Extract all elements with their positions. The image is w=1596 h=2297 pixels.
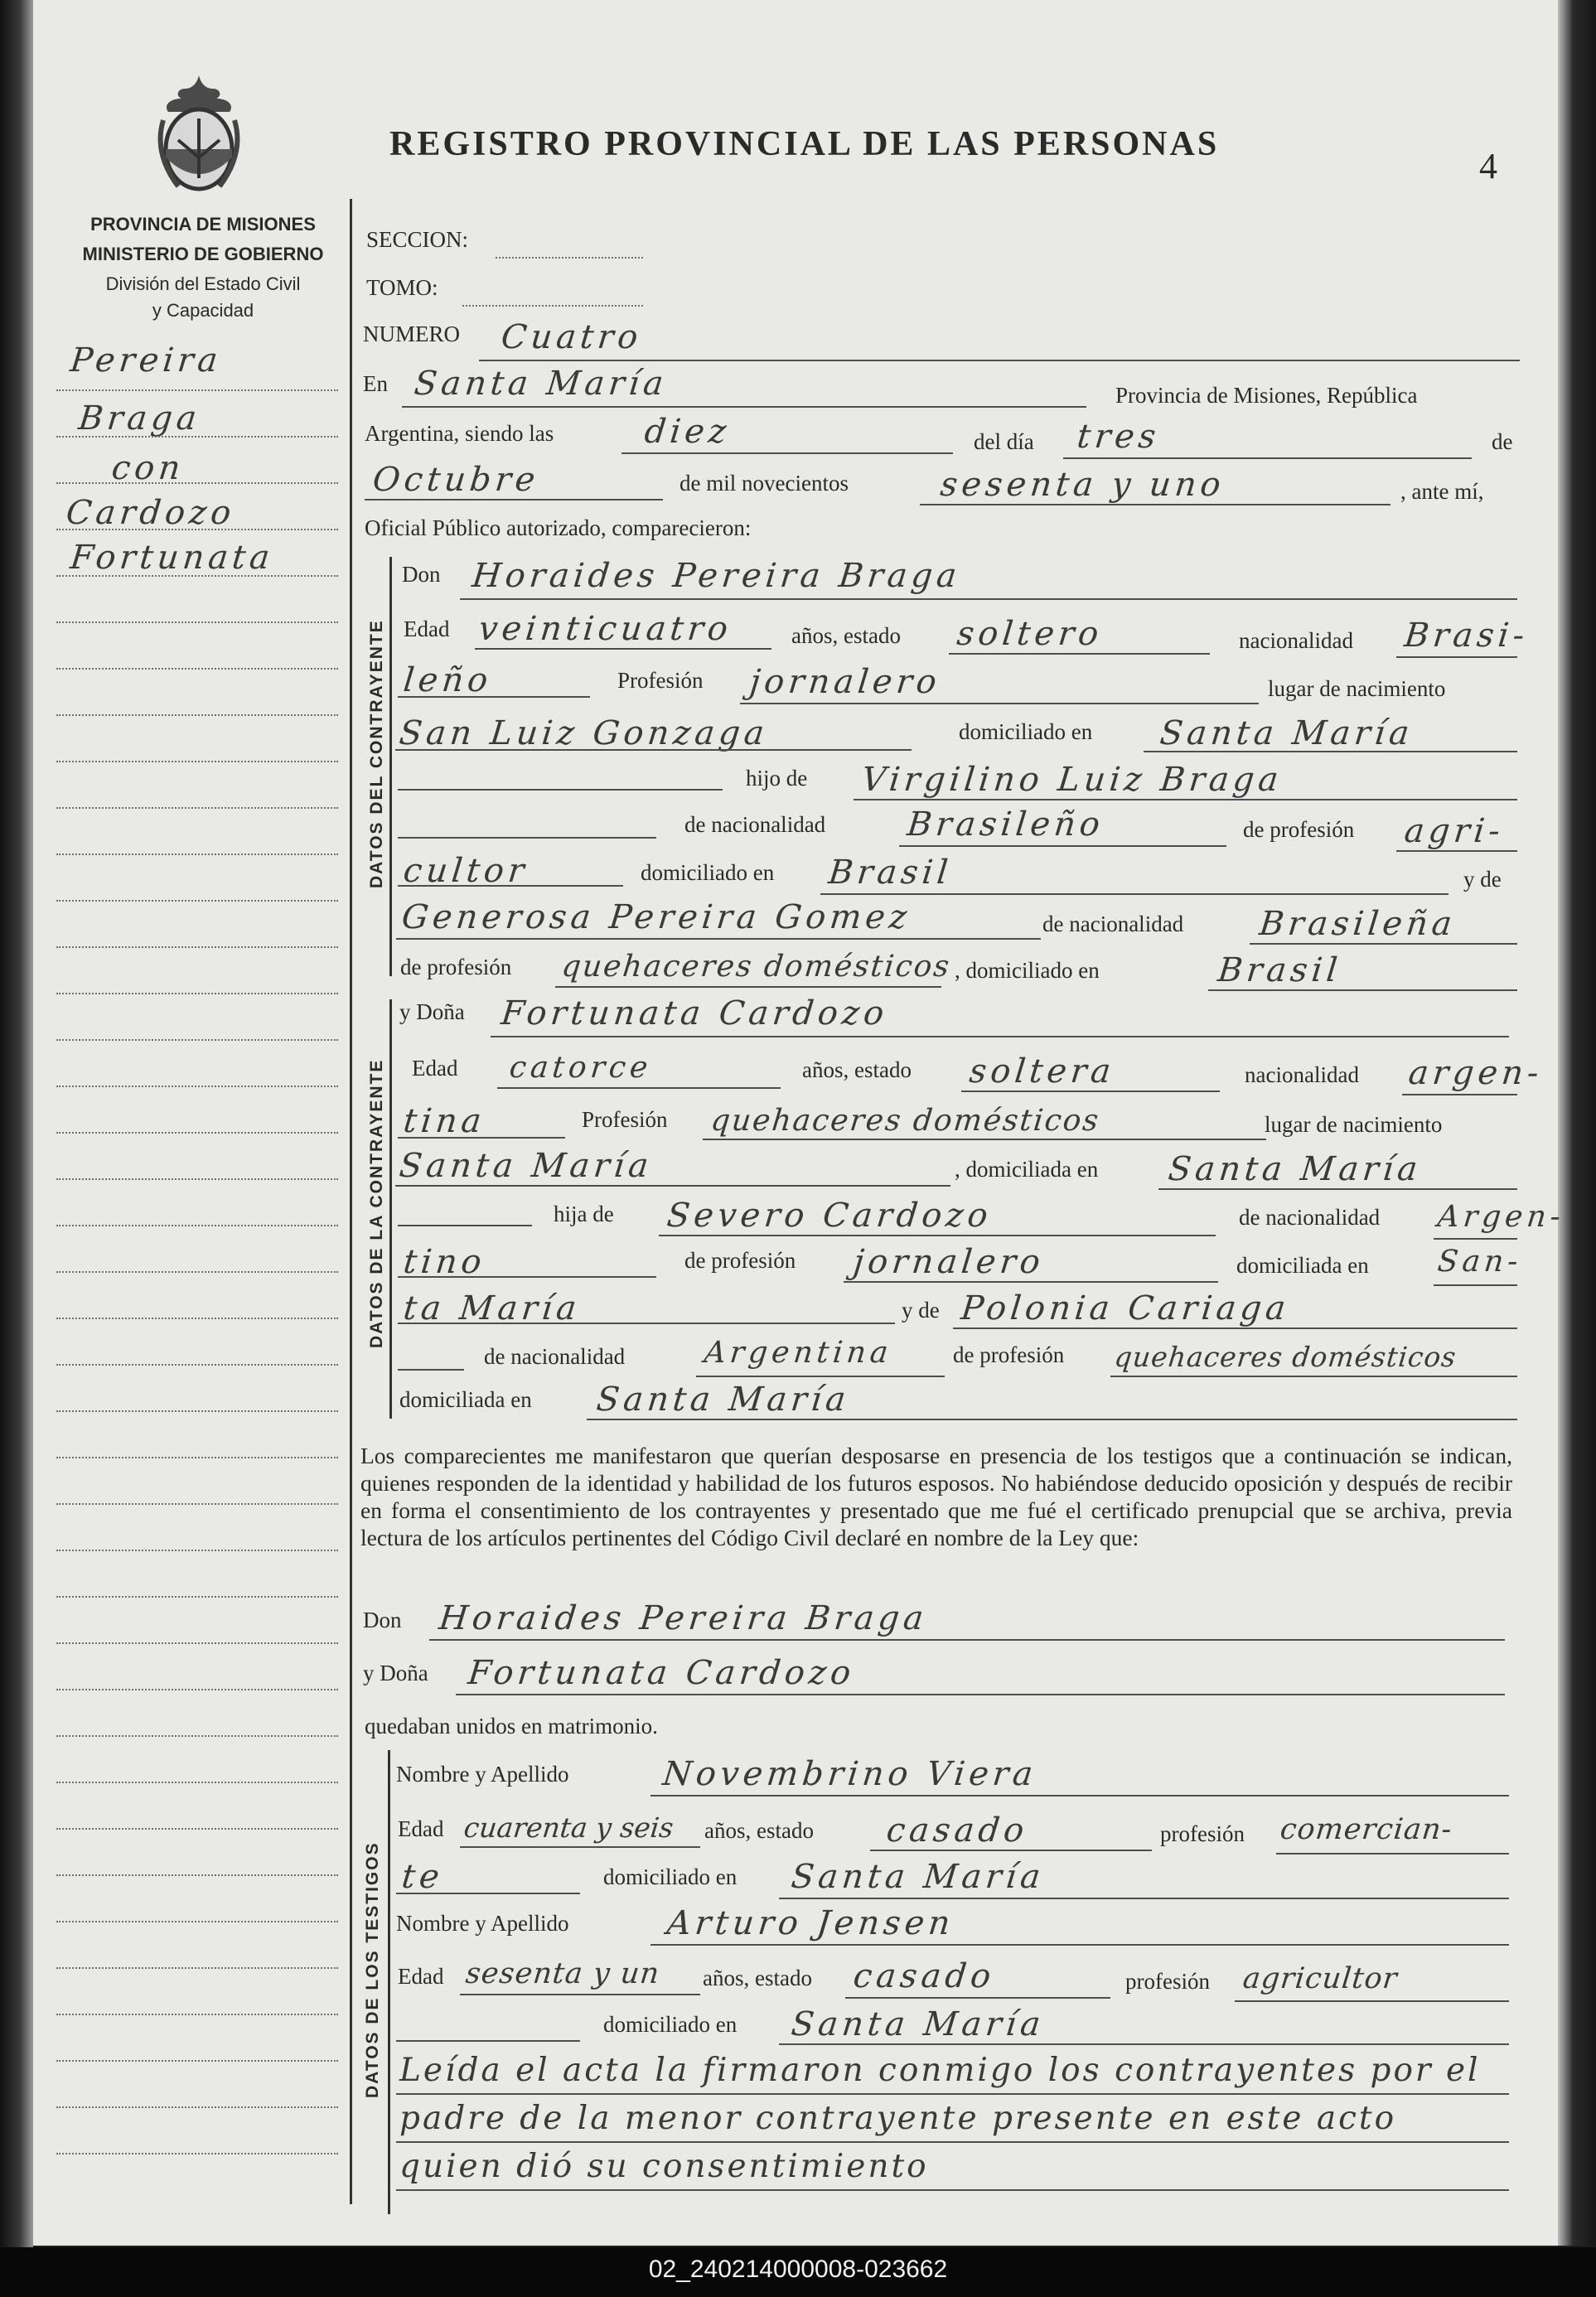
- groom-father-domicilio: Brasil: [826, 854, 954, 892]
- margin-ruled-line: [56, 993, 338, 994]
- margin-note: Pereira: [68, 341, 224, 380]
- margin-ruled-line: [56, 1782, 338, 1783]
- bride-lugar-label: lugar de nacimiento: [1265, 1112, 1443, 1137]
- bride-bracket: [389, 999, 392, 1419]
- margin-ruled-line: [56, 761, 338, 762]
- w2-name: Arturo Jensen: [665, 1904, 956, 1942]
- margin-ruled-line: [56, 1039, 338, 1041]
- margin-note: Fortunata: [68, 539, 276, 577]
- place-line: [402, 406, 1086, 408]
- w2-estado: casado: [851, 1957, 997, 1995]
- bride-hija-label: hija de: [554, 1202, 614, 1226]
- bride-lugar: Santa María: [397, 1147, 655, 1185]
- margin-ruled-line: [56, 1828, 338, 1830]
- bride-domiciliada-label: , domiciliada en: [955, 1157, 1099, 1182]
- bride-mother-nac-label: de nacionalidad: [484, 1344, 626, 1369]
- bride-mother: Polonia Cariaga: [959, 1289, 1292, 1327]
- groom-father-line: [854, 799, 1517, 800]
- bride-nacionalidad-label: nacionalidad: [1245, 1062, 1359, 1087]
- margin-ruled-line: [56, 2060, 338, 2062]
- groom-mother-dom-line: [1208, 989, 1517, 991]
- month-line: [365, 499, 663, 501]
- bride-age: catorce: [507, 1051, 654, 1085]
- tomo-line: [462, 305, 643, 307]
- bride-estado-line: [961, 1090, 1220, 1092]
- w2-name-line: [650, 1944, 1509, 1946]
- margin-ruled-line: [56, 1225, 338, 1226]
- groom-domicilio: Santa María: [1158, 714, 1415, 752]
- bride-father-dom-line: [1434, 1284, 1517, 1286]
- w1-domicilio: Santa María: [789, 1858, 1047, 1896]
- year-line: [920, 504, 1390, 505]
- groom-lugar: San Luiz Gonzaga: [397, 714, 771, 752]
- margin-note: con: [109, 449, 186, 487]
- groom-father-line-pre: [398, 837, 656, 839]
- margin-ruled-line: [56, 668, 338, 670]
- numero-label: NUMERO: [363, 322, 461, 346]
- groom-edad-label: Edad: [404, 617, 450, 641]
- w2-profesion-line: [1235, 2000, 1509, 2002]
- bride-father-domicilio-cont: ta María: [401, 1289, 583, 1327]
- bride-father-nac-cont-line: [398, 1276, 656, 1278]
- w2-domicilio-line-pre: [396, 2040, 580, 2042]
- w1-nombre-label: Nombre y Apellido: [396, 1762, 569, 1787]
- groom-profesion: jornalero: [747, 663, 943, 701]
- mil-text: de mil novecientos: [680, 471, 849, 496]
- bride-lugar-line: [395, 1185, 950, 1187]
- day-line: [1063, 457, 1472, 459]
- groom-nacionalidad-cont: leño: [401, 661, 494, 699]
- bride-estado: soltera: [967, 1052, 1117, 1090]
- declaration-paragraph: Los comparecientes me manifestaron que querían desposarse en presencia de los testigos que a continuación se indican, quienes responden de la identidad y habilidad de los futuros esposos. No habiéndose deducido oposición y después de recibir en forma el consentimiento de los contrayentes y presentado que me fué el certificado prenupcial que se archiva, previa lectura de los artículos pertinentes del Código Civil declaré en nombre de la Ley que:: [360, 1443, 1512, 1550]
- w2-profesion-label: profesión: [1125, 1969, 1210, 1994]
- groom-nacionalidad-label: nacionalidad: [1239, 628, 1353, 653]
- w2-anos-label: años, estado: [703, 1966, 812, 1990]
- groom-mother-domicilio: Brasil: [1216, 951, 1343, 989]
- margin-ruled-line: [56, 1457, 338, 1458]
- bride-domicilio-line: [1158, 1188, 1517, 1190]
- page-number: 4: [1479, 146, 1497, 186]
- margin-divider: [350, 199, 352, 2204]
- groom-age-line: [475, 648, 771, 650]
- w2-age: sesenta y un: [463, 1957, 662, 1990]
- margin-ruled-line: [56, 946, 338, 948]
- document-title: REGISTRO PROVINCIAL DE LAS PERSONAS: [389, 125, 1220, 163]
- groom-estado: soltero: [955, 615, 1105, 653]
- coat-of-arms-icon: [145, 70, 253, 195]
- decl-groom-line: [429, 1639, 1505, 1641]
- w1-anos-label: años, estado: [704, 1818, 814, 1843]
- bride-father-nac-label: de nacionalidad: [1239, 1205, 1381, 1230]
- bride-father-nac-line: [1434, 1238, 1517, 1240]
- w2-age-line: [460, 1994, 700, 1995]
- groom-domicilio-line: [1144, 751, 1517, 752]
- groom-mother-nacionalidad: Brasileña: [1257, 905, 1458, 943]
- margin-ruled-line: [56, 2106, 338, 2108]
- groom-don-label: Don: [402, 562, 441, 587]
- groom-lugar-label: lugar de nacimiento: [1268, 676, 1446, 701]
- hour-line: [621, 452, 953, 454]
- bride-mother-profesion: quehaceres domésticos: [1112, 1341, 1458, 1373]
- w1-profesion-cont: te: [399, 1858, 446, 1896]
- bride-name-line: [491, 1036, 1509, 1037]
- w1-profesion-line: [1276, 1853, 1509, 1855]
- bride-domicilio: Santa María: [1166, 1150, 1424, 1188]
- w1-age: cuarenta y seis: [462, 1811, 675, 1844]
- groom-name-line: [460, 598, 1517, 600]
- groom-mother: Generosa Pereira Gomez: [399, 898, 913, 936]
- bride-mother-dom-line: [587, 1419, 1517, 1420]
- groom-nacionalidad-line: [1396, 656, 1517, 658]
- groom-y-de-label: y de: [1463, 867, 1502, 892]
- margin-ruled-line: [56, 389, 338, 391]
- decl-dona-label: y Doña: [363, 1661, 428, 1685]
- w2-estado-line: [845, 1997, 1110, 1999]
- groom-father: Virgilino Luiz Braga: [859, 761, 1284, 799]
- margin-ruled-line: [56, 2153, 338, 2154]
- w2-nombre-label: Nombre y Apellido: [396, 1911, 569, 1936]
- bride-mother-prof-line: [1110, 1376, 1517, 1377]
- witnesses-bracket: [388, 1750, 390, 2214]
- w1-estado: casado: [884, 1811, 1030, 1850]
- margin-ruled-line: [56, 854, 338, 855]
- del-dia-label: del día: [974, 429, 1034, 454]
- groom-father-prof-label: de profesión: [1243, 817, 1355, 842]
- de-label: de: [1492, 429, 1513, 454]
- note-line-2: [396, 2141, 1509, 2143]
- image-id: 02_240214000008-023662: [648, 2256, 948, 2283]
- bride-mother-domicilio: Santa María: [594, 1381, 852, 1419]
- groom-name: Horaides Pereira Braga: [470, 557, 963, 595]
- decl-bride: Fortunata Cardozo: [466, 1654, 857, 1692]
- margin-ruled-line: [56, 1364, 338, 1366]
- margin-ruled-line: [56, 714, 338, 716]
- w1-name-line: [650, 1795, 1509, 1796]
- groom-mother-dom-label: , domiciliado en: [955, 958, 1100, 983]
- groom-section-label: DATOS DEL CONTRAYENTE: [367, 619, 386, 888]
- w1-name: Novembrino Viera: [660, 1755, 1039, 1793]
- margin-ruled-line: [56, 1735, 338, 1737]
- argentina-text: Argentina, siendo las: [365, 421, 554, 446]
- margin-ruled-line: [56, 807, 338, 809]
- bride-edad-label: Edad: [412, 1056, 458, 1081]
- groom-father-dom-line: [820, 893, 1448, 895]
- bride-mother-dom-label: domiciliada en: [399, 1387, 532, 1412]
- margin-ruled-line: [56, 575, 338, 577]
- groom-father-prof-line: [1396, 850, 1517, 852]
- bride-father-prof-label: de profesión: [684, 1248, 796, 1273]
- bride-father-domicilio: San-: [1435, 1245, 1524, 1279]
- margin-ruled-line: [56, 900, 338, 902]
- w1-profesion-cont-line: [396, 1893, 580, 1894]
- groom-lugar-line: [395, 749, 912, 751]
- bride-nacionalidad: argen-: [1406, 1054, 1545, 1092]
- book-spine: [0, 0, 33, 2297]
- groom-estado-line: [949, 653, 1210, 655]
- groom-age: veinticuatro: [476, 610, 734, 648]
- margin-note: Braga: [76, 399, 203, 438]
- bride-father-line: [659, 1235, 1216, 1236]
- division-header-2: y Capacidad: [152, 300, 254, 321]
- ante-text: , ante mí,: [1400, 479, 1484, 504]
- w1-estado-line: [870, 1850, 1152, 1851]
- groom-mother-prof-line: [555, 986, 941, 988]
- bride-name: Fortunata Cardozo: [499, 994, 890, 1032]
- note-line-1: [396, 2093, 1509, 2095]
- w2-edad-label: Edad: [398, 1964, 444, 1989]
- groom-mother-prof-label: de profesión: [400, 955, 512, 979]
- margin-ruled-line: [56, 621, 338, 623]
- margin-ruled-line: [56, 1178, 338, 1180]
- bride-dona-label: y Doña: [399, 999, 465, 1024]
- groom-father-nacionalidad: Brasileño: [905, 805, 1106, 844]
- provincia-text: Provincia de Misiones, República: [1115, 383, 1418, 408]
- note-line-3: [396, 2189, 1509, 2191]
- seccion-label: SECCION:: [366, 227, 469, 252]
- bride-mother-nac-line: [696, 1376, 945, 1377]
- w2-domicilio-line: [779, 2043, 1509, 2045]
- bride-father-profesion: jornalero: [851, 1243, 1047, 1281]
- w2-domiciliado-label: domiciliado en: [603, 2012, 738, 2037]
- groom-profesion-label: Profesión: [617, 668, 704, 693]
- margin-ruled-line: [56, 1410, 338, 1412]
- groom-domiciliado-label: domiciliado en: [959, 719, 1093, 744]
- oficial-text: Oficial Público autorizado, comparecieron:: [365, 515, 752, 540]
- day-value: tres: [1075, 418, 1162, 456]
- margin-ruled-line: [56, 1271, 338, 1273]
- margin-ruled-line: [56, 1596, 338, 1598]
- closing-handwritten-note: Leída el acta la firmaron conmigo los contrayentes por el padre de la menor contrayente presente en este acto quien dió su consentimiento: [399, 2052, 1481, 2185]
- bride-father-dom-cont-line: [398, 1323, 895, 1324]
- groom-mother-line: [396, 938, 1041, 940]
- numero-line: [479, 360, 1520, 361]
- margin-ruled-line: [56, 436, 338, 438]
- province-header: PROVINCIA DE MISIONES: [90, 214, 316, 235]
- groom-father-dom-label: domiciliado en: [641, 860, 775, 885]
- groom-hijo-label: hijo de: [746, 766, 808, 791]
- margin-ruled-line: [56, 1967, 338, 1969]
- margin-ruled-line: [56, 1086, 338, 1087]
- bride-profesion: quehaceres domésticos: [709, 1104, 1102, 1138]
- bride-nacionalidad-cont: tina: [401, 1102, 487, 1140]
- margin-ruled-line: [56, 1921, 338, 1922]
- bride-nacionalidad-cont-line: [398, 1137, 565, 1139]
- hour-value: diez: [642, 413, 733, 451]
- w1-profesion-label: profesión: [1160, 1821, 1245, 1846]
- decl-don-label: Don: [363, 1608, 402, 1632]
- bride-mother-nacionalidad: Argentina: [702, 1336, 894, 1370]
- numero-value: Cuatro: [499, 318, 644, 356]
- margin-ruled-line: [56, 482, 338, 484]
- w1-profesion: comercian-: [1278, 1813, 1454, 1846]
- tomo-label: TOMO:: [366, 275, 438, 300]
- bride-age-line: [497, 1087, 781, 1089]
- groom-father-profesion: agri-: [1402, 812, 1507, 850]
- w1-domiciliado-label: domiciliado en: [603, 1864, 738, 1889]
- groom-nacionalidad: Brasi-: [1402, 617, 1531, 655]
- groom-father-profesion-cont: cultor: [401, 852, 530, 890]
- bride-father: Severo Cardozo: [665, 1197, 994, 1235]
- bride-section-label: DATOS DE LA CONTRAYENTE: [367, 1058, 386, 1348]
- bride-hija-line-pre: [398, 1225, 532, 1226]
- ministry-header: MINISTERIO DE GOBIERNO: [82, 244, 324, 264]
- bride-profesion-line: [703, 1139, 1266, 1140]
- decl-bride-line: [456, 1694, 1505, 1695]
- w2-profesion: agricultor: [1241, 1962, 1400, 1995]
- groom-mother-nac-label: de nacionalidad: [1042, 912, 1184, 936]
- en-label: En: [363, 371, 388, 396]
- groom-hijo-line-pre: [398, 789, 723, 791]
- year-value: sesenta y uno: [938, 466, 1227, 504]
- witnesses-section-label: DATOS DE LOS TESTIGOS: [363, 1841, 382, 2098]
- groom-mother-profesion: quehaceres domésticos: [559, 950, 953, 984]
- margin-ruled-line: [56, 529, 338, 530]
- decl-groom: Horaides Pereira Braga: [437, 1599, 930, 1637]
- bride-mother-line: [953, 1327, 1517, 1329]
- place-value: Santa María: [412, 365, 670, 403]
- bride-father-nacionalidad-cont: tino: [401, 1243, 488, 1281]
- groom-profesion-line: [740, 703, 1259, 704]
- bride-anos-label: años, estado: [802, 1057, 912, 1082]
- month-value: Octubre: [370, 461, 541, 499]
- bride-father-nacionalidad: Argen-: [1435, 1200, 1567, 1234]
- w2-domicilio: Santa María: [789, 2005, 1047, 2043]
- w1-edad-label: Edad: [398, 1816, 444, 1841]
- bride-profesion-label: Profesión: [582, 1107, 668, 1132]
- groom-mother-nac-line: [1250, 943, 1517, 945]
- bride-nacionalidad-line: [1402, 1094, 1517, 1095]
- seccion-line: [496, 257, 643, 259]
- groom-bracket: [389, 557, 392, 976]
- bride-mother-prof-label: de profesión: [953, 1342, 1065, 1367]
- bride-father-prof-line: [844, 1281, 1218, 1283]
- margin-ruled-line: [56, 2014, 338, 2015]
- w1-domicilio-line: [779, 1898, 1509, 1899]
- groom-nacionalidad-cont-line: [398, 696, 590, 698]
- margin-ruled-line: [56, 1132, 338, 1134]
- margin-ruled-line: [56, 1689, 338, 1690]
- decl-closing: quedaban unidos en matrimonio.: [365, 1714, 658, 1738]
- margin-ruled-line: [56, 1503, 338, 1505]
- bride-father-dom-label: domiciliada en: [1236, 1253, 1369, 1278]
- bride-mother-line-pre: [398, 1369, 464, 1371]
- division-header: División del Estado Civil: [105, 273, 301, 294]
- margin-ruled-line: [56, 1550, 338, 1551]
- margin-ruled-line: [56, 1642, 338, 1644]
- groom-father-nac-line: [899, 845, 1226, 847]
- book-edge: [1558, 0, 1596, 2246]
- margin-ruled-line: [56, 1874, 338, 1876]
- bride-y-de-label: y de: [902, 1298, 940, 1323]
- margin-note: Cardozo: [64, 494, 237, 532]
- groom-father-prof-cont-line: [398, 885, 623, 887]
- margin-ruled-line: [56, 1318, 338, 1319]
- w1-age-line: [460, 1846, 700, 1848]
- groom-father-nac-label: de nacionalidad: [684, 812, 826, 837]
- groom-anos-label: años, estado: [791, 623, 901, 648]
